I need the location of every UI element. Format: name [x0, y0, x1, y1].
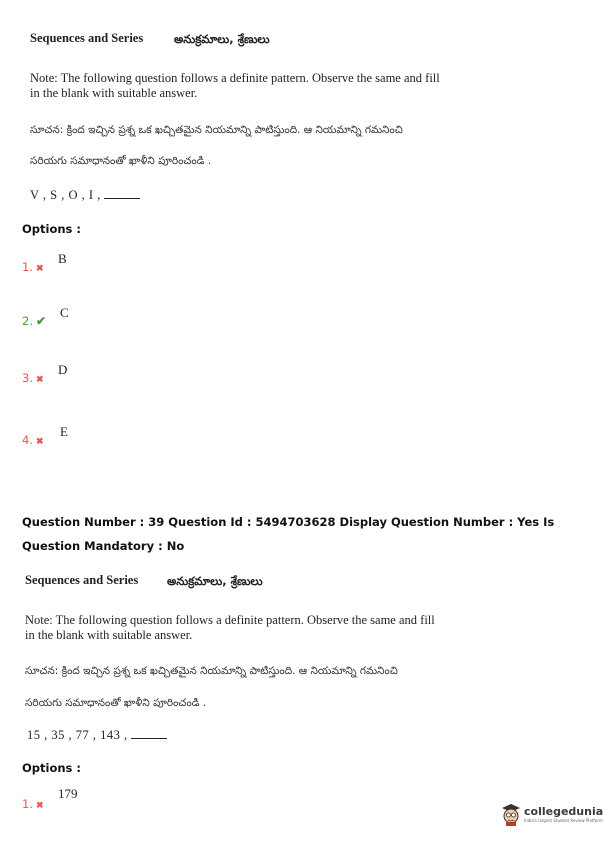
note-te-line1: సూచన: క్రింద ఇచ్చిన ప్రశ్న ఒక ఖచ్చితమైన నియమాన్ని పాటిస్తుంది. ఆ నియమాన్ని గమనించి — [30, 124, 403, 136]
option-value: C — [60, 305, 69, 320]
wrong-cross-icon: ✖ — [35, 263, 44, 273]
section-title-en: Sequences and Series — [25, 573, 139, 587]
option-value: E — [60, 424, 68, 439]
collegedunia-logo — [500, 802, 603, 826]
option-row — [22, 431, 44, 449]
note-te-line2: సరియగు సమాధానంతో ఖాళీని పూరించండి . — [25, 697, 207, 709]
options-label: Options : — [22, 761, 81, 775]
option-number: 4. — [22, 433, 33, 447]
options-label: Options : — [22, 222, 81, 236]
note-en: Note: The following question follows a definite pattern. Observe the same and fill in the blank with suitable answer. — [30, 71, 440, 100]
answer-blank — [131, 728, 167, 739]
note-te-line2: సరియగు సమాధానంతో ఖాళీని పూరించండి . — [30, 155, 212, 167]
option-number: 1. — [22, 260, 33, 274]
option-value: D — [58, 362, 68, 377]
section-title-te: అనుక్రమాలు, శ్రేణులు — [174, 32, 270, 46]
option-row — [22, 369, 44, 387]
graduate-mascot-icon — [500, 802, 522, 826]
option-number: 2. — [22, 314, 33, 328]
logo-tagline: India's largest Student Review Platform — [524, 818, 603, 823]
correct-check-icon: ✔ — [35, 314, 47, 328]
option-number: 1. — [22, 797, 33, 811]
answer-blank — [104, 188, 140, 199]
option-row — [22, 312, 46, 330]
question-text — [27, 728, 167, 743]
wrong-cross-icon: ✖ — [35, 374, 44, 384]
wrong-cross-icon: ✖ — [35, 800, 44, 810]
note-en: Note: The following question follows a definite pattern. Observe the same and fill in the blank with suitable answer. — [25, 613, 435, 642]
option-value: 179 — [58, 786, 78, 801]
note-te-line1: సూచన: క్రింద ఇచ్చిన ప్రశ్న ఒక ఖచ్చితమైన నియమాన్ని పాటిస్తుంది. ఆ నియమాన్ని గమనించి — [25, 665, 398, 677]
section-title-te: అనుక్రమాలు, శ్రేణులు — [167, 574, 263, 588]
section-title-en: Sequences and Series — [30, 31, 144, 45]
question-meta: Question Number : 39 Question Id : 5494703628 Display Question Number : Yes Is Question Mandatory : No — [22, 515, 555, 553]
option-row — [22, 258, 44, 276]
logo-name: collegedunia — [524, 805, 603, 818]
option-value: B — [58, 251, 67, 266]
question-sequence: V , S , O , I , — [30, 188, 105, 202]
question-text — [30, 188, 140, 203]
option-number: 3. — [22, 371, 33, 385]
wrong-cross-icon: ✖ — [35, 436, 44, 446]
option-row — [22, 795, 44, 813]
question-sequence: 15 , 35 , 77 , 143 , — [27, 728, 132, 742]
